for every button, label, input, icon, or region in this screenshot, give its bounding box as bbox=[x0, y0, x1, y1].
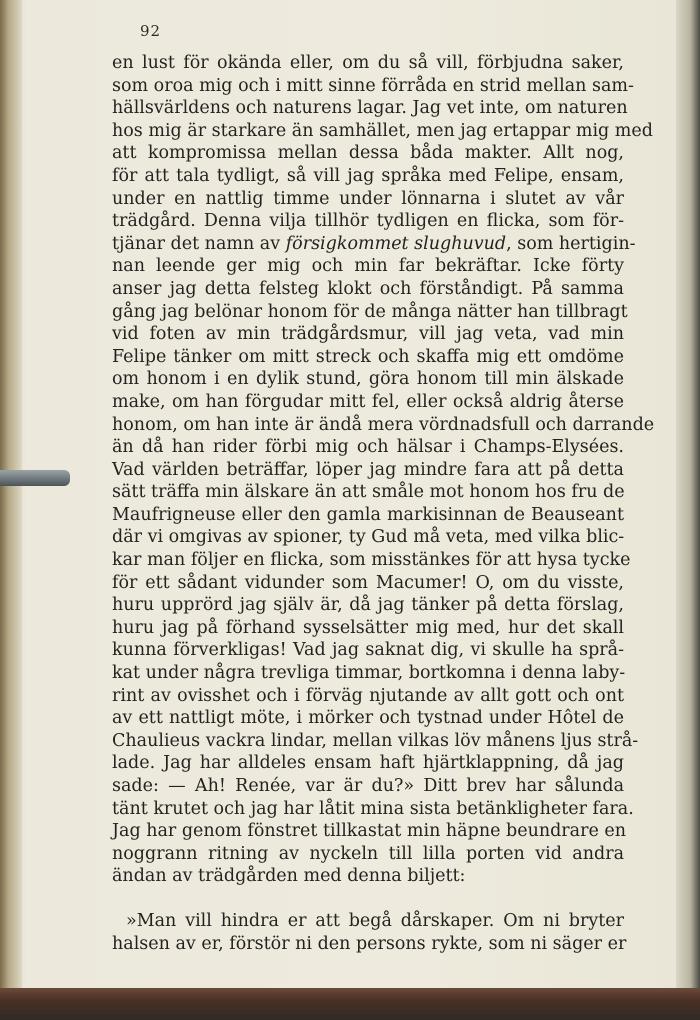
text-line: anser jag detta felsteg klokt och förståndigt. På samma bbox=[112, 278, 624, 299]
text-line: Maufrigneuse eller den gamla markisinnan de Beauseant bbox=[112, 504, 624, 525]
text-line: sade: — Ah! Renée, var är du?» Ditt brev har sålunda bbox=[112, 776, 624, 796]
text-line: huru jag på förhand sysselsätter mig med, hur det skall bbox=[112, 617, 624, 638]
text-line: under en nattlig timme under lönnarna i slutet av vår bbox=[112, 188, 624, 209]
text-line: nan leende ger mig och min far bekräftar. Icke förty bbox=[112, 256, 624, 277]
text-line: än då han rider förbi mig och hälsar i Champs-Elysées. bbox=[112, 437, 624, 458]
text-line: »Man vill hindra er att begå dårskaper. Om ni bryter bbox=[126, 910, 624, 931]
text-line: av ett nattligt möte, i mörker och tystnad under Hôtel de bbox=[112, 708, 624, 729]
text-line: kat under några trevliga timmar, bortkomna i denna laby- bbox=[112, 663, 626, 684]
text-line: Vad världen beträffar, löper jag mindre fara att på detta bbox=[112, 459, 624, 480]
body-text bbox=[112, 52, 655, 955]
text-line: kar man följer en flicka, som misstänkes för att hysa tycke bbox=[112, 550, 631, 571]
text-line: gång jag belönar honom för de många nätter han tillbragt bbox=[112, 301, 628, 322]
text-line: rint av ovisshet och i förväg njutande av allt gott och ont bbox=[112, 685, 624, 706]
text-line: för att tala tydligt, så vill jag språka med Felipe, ensam, bbox=[112, 165, 624, 186]
text-line: noggrann ritning av nyckeln till lilla porten vid andra bbox=[112, 843, 624, 864]
book-spine bbox=[0, 0, 22, 990]
text-line: tänt krutet och jag har låtit mina sista betänkligheter fara. bbox=[112, 798, 634, 819]
text-line: vid foten av min trädgårdsmur, vill jag veta, vad min bbox=[112, 324, 624, 345]
text-line: där vi omgivas av spioner, ty Gud må veta, med vilka blic- bbox=[112, 527, 625, 548]
paragraph-2 bbox=[112, 910, 627, 955]
text-line: för ett sådant vidunder som Macumer! O, om du visste, bbox=[112, 572, 624, 593]
text-line: halsen av er, förstör ni den persons rykte, som ni säger er bbox=[112, 933, 627, 954]
book-bottom-edge bbox=[0, 988, 700, 1020]
text-line: en lust för okända eller, om du så vill, förbjudna saker, bbox=[112, 53, 624, 73]
text-line: att kompromissa mellan dessa båda makter. Allt nog, bbox=[112, 143, 624, 164]
text-line: ändan av trädgården med denna biljett: bbox=[112, 866, 466, 887]
metal-clip bbox=[0, 470, 70, 486]
text-line: tjänar det namn av försigkommet slughuvud, som hertigin- bbox=[112, 233, 636, 254]
paragraph-1 bbox=[112, 52, 655, 888]
page-edge-right bbox=[676, 0, 700, 1020]
page-number: 92 bbox=[140, 22, 162, 40]
text-line: hos mig är starkare än samhället, men jag ertappar mig med bbox=[112, 120, 653, 141]
text-line: om honom i en dylik stund, göra honom till min älskade bbox=[112, 369, 624, 390]
text-line: lade. Jag har alldeles ensam haft hjärtklappning, då jag bbox=[112, 753, 624, 774]
text-line: Felipe tänker om mitt streck och skaffa mig ett omdöme bbox=[112, 346, 624, 367]
text-line: trädgård. Denna vilja tillhör tydligen en flicka, som för- bbox=[112, 211, 624, 232]
text-line: sätt träffa min älskare än att småle mot honom hos fru de bbox=[112, 482, 625, 503]
text-line: Chaulieus vackra lindar, mellan vilkas löv månens ljus strå- bbox=[112, 730, 639, 751]
text-line: make, om han förgudar mitt fel, eller också aldrig återse bbox=[112, 391, 624, 412]
paragraph-gap bbox=[112, 888, 624, 910]
text-line: honom, om han inte är ändå mera vördnadsfull och darrande bbox=[112, 414, 655, 435]
text-line: Jag har genom fönstret tillkastat min häpne beundrare en bbox=[112, 821, 627, 842]
text-line: kunna förverkligas! Vad jag saknat dig, vi skulle ha språ- bbox=[112, 640, 624, 661]
text-line: huru upprörd jag själv är, då jag tänker på detta förslag, bbox=[112, 595, 624, 616]
text-line: hällsvärldens och naturens lagar. Jag vet inte, om naturen bbox=[112, 98, 628, 119]
text-line: som oroa mig och i mitt sinne förråda en strid mellan sam- bbox=[112, 75, 634, 96]
